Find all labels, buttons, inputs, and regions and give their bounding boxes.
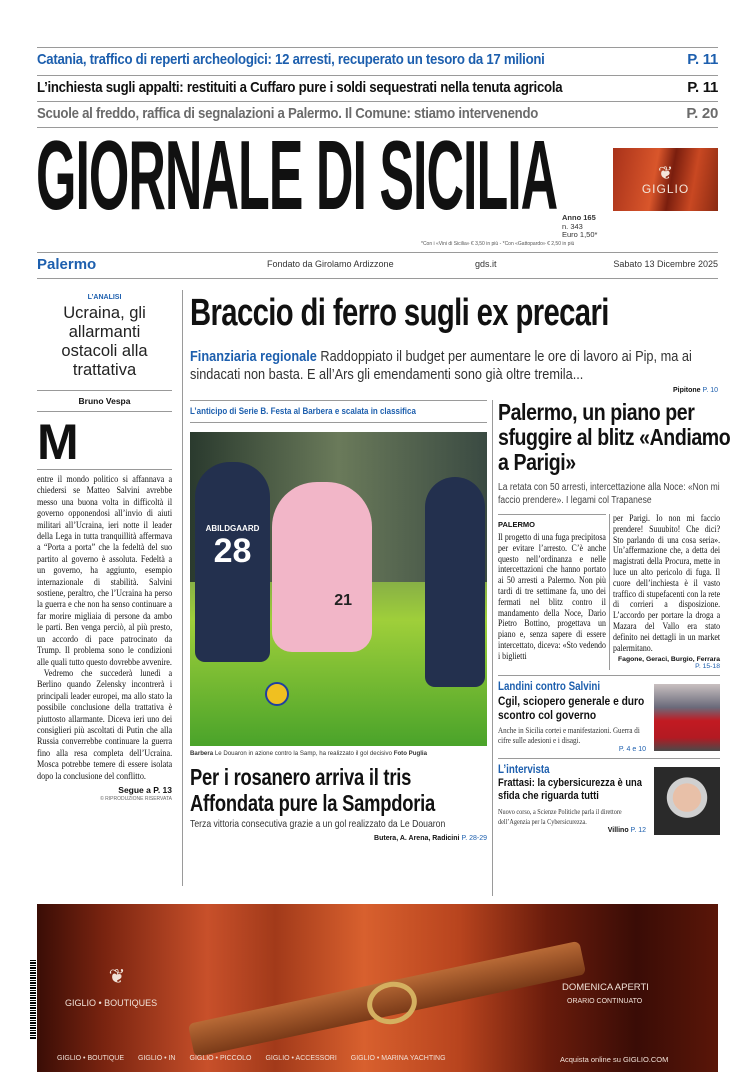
landini-headline: Cgil, sciopero generale e duro scontro col governo — [498, 694, 645, 723]
jersey-number: 28 — [213, 532, 252, 570]
ad-online[interactable]: Acquista online su GIGLIO.COM — [560, 1055, 669, 1064]
photo-caption: Barbera Le Douaron in azione contro la Samp, ha realizzato il gol decisivo Foto Puglia — [190, 750, 428, 757]
sport-credit: Butera, A. Arena, Radicini P. 28-29 — [374, 835, 487, 842]
teaser-text: Catania, traffico di reperti archeologici: 12 arresti, recuperato un tesoro da 17 milioni — [37, 51, 545, 68]
drop-cap: M — [37, 414, 79, 470]
interview-article[interactable] — [498, 759, 720, 835]
blitz-authors: Fagone, Geraci, Burgio, Ferrara — [618, 656, 720, 664]
blitz-body: per Parigi. Io non mi faccio prendere! Suuubito! Che dici? Sto parlando di una cosa seria». Un’affermazione che, a detta dei magistrati della Procura, mette in luce un alto pericolo di fuga. Il cuore dell’inchiesta è il vasto traffico di stupefacenti con la rete di corrieri a disposizione. L’accordo per portare la droga a Mazara del Vallo era stato definito nei dettagli in un market palermitano. — [613, 514, 721, 654]
player-pink: 21 — [272, 482, 372, 652]
teaser-text: Scuole al freddo, raffica di segnalazioni a Palermo. Il Comune: stiamo intervenendo — [37, 105, 539, 122]
masthead-title: GIORNALE DI SICILIA — [36, 128, 558, 218]
analysis-kicker: L’ANALISI — [87, 294, 122, 301]
lead-kicker: Finanziaria regionale — [190, 348, 317, 365]
blitz-page: P. 15-18 — [695, 663, 720, 671]
rights: © RIPRODUZIONE RISERVATA — [100, 795, 172, 802]
founder: Fondato da Girolamo Ardizzone — [267, 259, 394, 269]
analysis-body: entre il mondo politico si affannava a chiedersi se Matteo Salvini avrebbe messo una buona volta in difficoltà il governo opponendosi all’invio di aiuti militari all’Ucraina, ieri notte il leader della Lega in tutta tranquillità affermava a “Porta a porta” che la fedeltà del suo partito al governo è assoluta. Fedeltà a un governo, ha aggiunto, esempio internazionale di stabilità. Salvini sostiene, peraltro, che l’Ucraina ha perso la guerra e che non ha senso continuare a far morire migliaia di persone da ambo le parti. Ben venga perciò, al più presto, un accordo di pace patrocinato da Trump. Il problema sono le condizioni alle quali tutto questo dovrebbe avvenire. — [37, 474, 173, 668]
giglio-ad-logo[interactable] — [613, 148, 718, 211]
landini-kicker: Landini contro Salvini — [498, 681, 601, 694]
barcode — [30, 960, 36, 1040]
ball — [265, 682, 289, 706]
date: Sabato 13 Dicembre 2025 — [613, 259, 718, 269]
issue-number: n. 343 — [562, 221, 583, 231]
blitz-summary: La retata con 50 arresti, intercettazione alla Noce: «Non mi faccio prendere». I legami col Trapanese — [498, 482, 720, 506]
analysis-title: Ucraina, gli allarmanti ostacoli alla trattativa — [61, 304, 148, 379]
sport-kicker: L’anticipo di Serie B. Festa al Barbera e scalata in classifica — [190, 405, 416, 416]
giglio-ad[interactable] — [37, 904, 718, 1072]
strike-photo — [654, 684, 720, 751]
teaser-page: P. 20 — [686, 105, 718, 122]
lily-icon: ❦ — [108, 966, 126, 988]
ad-brand: GIGLIO • BOUTIQUES — [65, 998, 158, 1008]
right-column — [498, 399, 731, 835]
player-blue-2 — [425, 477, 485, 687]
blitz-headline[interactable]: Palermo, un piano per sfuggire al blitz «Andiamo a Parigi» — [498, 399, 731, 475]
ad-open: DOMENICA APERTI — [562, 982, 649, 993]
teaser-page: P. 11 — [687, 79, 718, 96]
interview-headline: Frattasi: la cybersicurezza è una sfida che riguarda tutti — [498, 777, 642, 803]
sport-headline[interactable]: Per i rosanero arriva il tris Affondata pure la Sampdoria — [190, 764, 436, 816]
ad-stores: GIGLIO • BOUTIQUE GIGLIO • IN GIGLIO • PICCOLO GIGLIO • ACCESSORI GIGLIO • MARINA YACHTING — [57, 1055, 446, 1062]
blitz-dateline: PALERMO — [498, 520, 535, 529]
sport-summary: Terza vittoria consecutiva grazie a un gol realizzato da Le Douaron — [190, 819, 446, 830]
issue-info — [562, 214, 597, 240]
teaser-1[interactable] — [37, 51, 718, 68]
teaser-text: L’inchiesta sugli appalti: restituiti a Cuffaro pure i soldi sequestrati nella tenuta agricola — [37, 79, 563, 96]
lead-author: Pipitone — [672, 387, 701, 394]
price: Euro 1,50* — [562, 230, 598, 239]
player-blue-1 — [195, 462, 270, 662]
lead-credit — [560, 387, 718, 394]
lead-summary-text: Raddoppiato il budget per aumentare le ore di lavoro ai Pip, ma ai sindacati non basta. E all’Ars gli emendamenti sono già oltre tremila... — [190, 348, 692, 383]
teaser-page: P. 11 — [687, 51, 718, 68]
lead-summary — [190, 348, 718, 384]
blitz-col-2 — [613, 514, 720, 670]
interview-kicker: L’intervista — [498, 764, 550, 777]
lead-headline[interactable]: Braccio di ferro sugli ex precari — [190, 292, 609, 334]
interview-page: P. 12 — [630, 827, 646, 835]
lily-icon: ❦ — [657, 162, 674, 183]
teaser-2[interactable] — [37, 79, 718, 96]
analysis-author: Bruno Vespa — [37, 390, 172, 412]
analysis-body: Vedremo che succederà lunedì a Berlino quando Zelensky incontrerà i principali leader europei, ma allo stato la possibile conclusione della trattativa è piuttosto allarmante. Diceva ieri uno dei consiglieri più ascoltati di Putin che alla Russia converrebbe continuare la guerra fino alla resa completa dell’Ucraina. Mosca potrebbe temere di essere isolata dopo la conclusione del conflitto. — [37, 667, 173, 782]
blitz-body: Il progetto di una fuga precipitosa per evitare l’arresto. C’è anche questo nell’ordinanza e nelle intercettazioni che hanno portato ai 50 arresti a Palermo. Non più tardi di tre settimane fa, uno dei fermati nel blitz contro il mandamento della Noce, Dario Pietro Bottino, progettava un piano e, senza sapere di essere intercettato, diceva: «Sto vedendo i biglietti — [498, 533, 606, 662]
interview-author: Villino — [607, 827, 629, 835]
continue-link[interactable]: Segue a P. 13 — [118, 784, 172, 795]
anno: Anno 165 — [562, 213, 596, 222]
interview-summary: Nuovo corso, a Scienze Politiche parla il direttore dell’Agenzia per la Cybersicurezza. — [498, 807, 622, 827]
ad-logo-text: GIGLIO — [641, 181, 690, 196]
teaser-3[interactable] — [37, 105, 718, 122]
analysis-article[interactable] — [37, 294, 172, 802]
blitz-col-1 — [498, 514, 606, 670]
price-note: *Con i «Vini di Sicilia» € 3,50 in più - *Con «Gattopardo» € 2,50 in più — [421, 241, 575, 247]
lead-page: P. 10 — [702, 387, 718, 394]
landini-page: P. 4 e 10 — [618, 746, 646, 754]
site-link[interactable]: gds.it — [475, 259, 497, 269]
landini-summary: Anche in Sicilia cortei e manifestazioni. Guerra di cifre sulle adesioni e i disagi. — [498, 726, 640, 746]
match-photo[interactable] — [190, 432, 487, 746]
frattasi-photo — [654, 767, 720, 835]
edition: Palermo — [37, 256, 97, 273]
player-name: ABILDGAARD — [205, 524, 260, 533]
landini-article[interactable] — [498, 676, 720, 754]
ad-hours: ORARIO CONTINUATO — [567, 998, 643, 1005]
